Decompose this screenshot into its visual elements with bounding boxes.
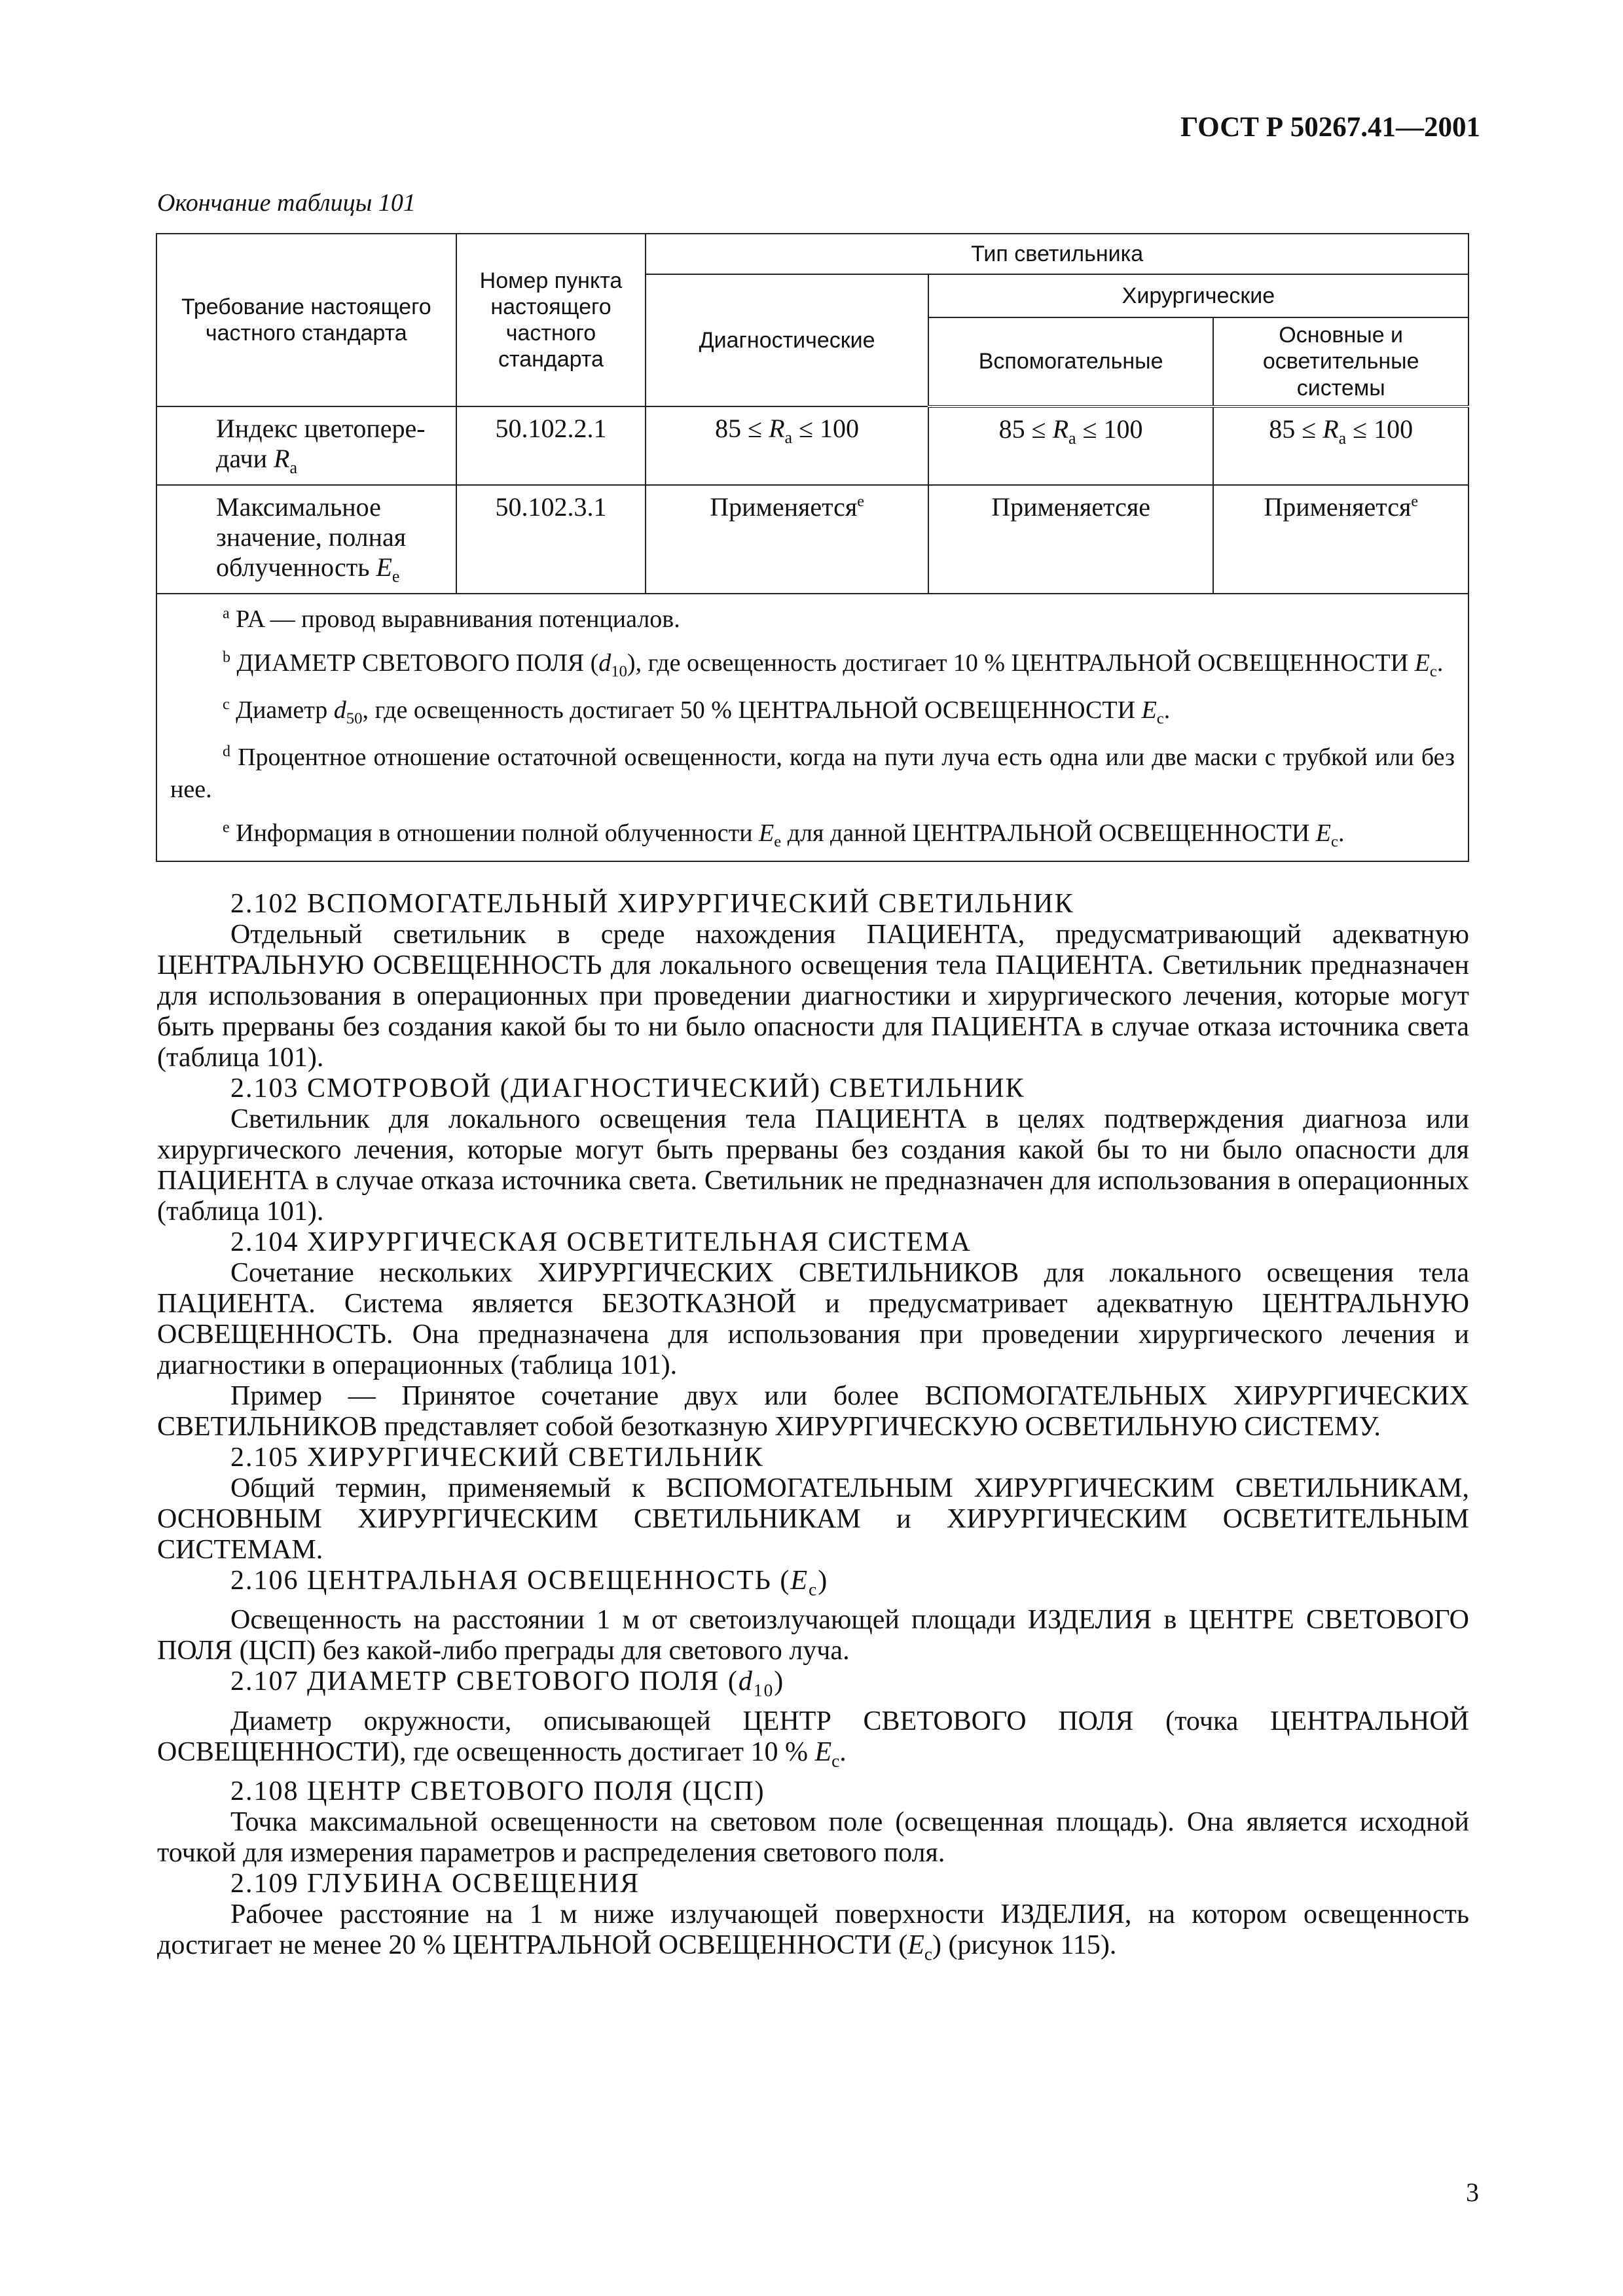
section-title: 2.104 ХИРУРГИЧЕСКАЯ ОСВЕТИТЕЛЬНАЯ СИСТЕМА (230, 1227, 972, 1257)
section-text: Сочетание нескольких ХИРУРГИЧЕСКИХ СВЕТИЛЬНИКОВ для локального освещения тела ПАЦИЕНТА. Система является БЕЗОТКАЗНОЙ и предусматривает адекватную ЦЕНТРАЛЬНУЮ ОСВЕЩЕННОСТЬ. Она предназначена для использования при проведении хирургического лечения и диагностики в операционных (таблица 101). (157, 1258, 1469, 1380)
footnote: $^d$ Процентное отношение остаточной освещенности, когда на пути луча есть одна или две маски с трубкой или без нее. (170, 742, 1455, 803)
footnote: $^b$ ДИАМЕТР СВЕТОВОГО ПОЛЯ $(d_{10})$, где освещенность достигает 10 % ЦЕНТРАЛЬНОЙ ОСВЕЩЕННОСТИ $E_c$. (223, 649, 1444, 681)
section-text: Точка максимальной освещенности на световом поле (освещенная площадь). Она является исходной точкой для измерения параметров и распределения светового поля. (157, 1807, 1469, 1869)
section-text: Светильник для локального освещения тела ПАЦИЕНТА в целях подтверждения диагноза или хирургического лечения, которые могут быть прерваны без создания какой бы то ни было опасности для ПАЦИЕНТА в случае отказа источника света. Светильник не предназначен для использования в операционных (таблица 101). (157, 1104, 1469, 1227)
header-lamp-type: Тип светильника (646, 234, 1468, 274)
table-row (156, 485, 1468, 594)
header-surgical: Хирургические (928, 274, 1468, 317)
footnote: $^a$ PA — провод выравнивания потенциалов. (223, 605, 680, 633)
section-title: 2.109 ГЛУБИНА ОСВЕЩЕНИЯ (230, 1869, 640, 1899)
section-text: Освещенность на расстоянии 1 м от светоизлучающей площади ИЗДЕЛИЯ в ЦЕНТРЕ СВЕТОВОГО ПОЛЯ (ЦСП) без какой-либо преграды для светового луча. (157, 1605, 1469, 1666)
requirements-table (156, 233, 1469, 862)
section-text: Отдельный светильник в среде нахождения ПАЦИЕНТА, предусматривающий адекватную ЦЕНТРАЛЬНУЮ ОСВЕЩЕННОСТЬ для локального освещения тела ПАЦИЕНТА. Светильник предназначен для использования в операционных при проведении диагностики и хирургического лечения, которые могут быть прерваны без создания какой бы то ни было опасности для ПАЦИЕНТА в случае отказа источника света (таблица 101). (157, 920, 1469, 1073)
section-title: 2.108 ЦЕНТР СВЕТОВОГО ПОЛЯ (ЦСП) (230, 1776, 765, 1807)
page-number: 3 (1466, 2178, 1479, 2207)
row-value-diagnostic: $85 \le R_a \le 100$ (646, 406, 928, 485)
section-title: 2.103 СМОТРОВОЙ (ДИАГНОСТИЧЕСКИЙ) СВЕТИЛЬНИК (230, 1073, 1025, 1103)
row-clause: 50.102.3.1 (456, 485, 646, 594)
footnote: $^c$ Диаметр $d_{50}$, где освещенность достигает 50 % ЦЕНТРАЛЬНОЙ ОСВЕЩЕННОСТИ $E_c$. (223, 696, 1171, 728)
table-footnotes (156, 594, 1468, 861)
section-text: Диаметр окружности, описывающей ЦЕНТР СВЕТОВОГО ПОЛЯ (точка ЦЕНТРАЛЬНОЙ ОСВЕЩЕННОСТИ), где освещенность достигает 10 % $E_c$. (157, 1706, 1469, 1771)
footnote: $^e$ Информация в отношении полной облученности $E_e$ для данной ЦЕНТРАЛЬНОЙ ОСВЕЩЕННОСТИ $E_c$. (223, 819, 1345, 851)
section-title: 2.107 ДИАМЕТР СВЕТОВОГО ПОЛЯ $(d_{10})$ (230, 1666, 785, 1700)
row-value-auxiliary: $85 \le R_a \le 100$ (928, 406, 1214, 485)
header-requirement: Требование настоящего частного стандарта (156, 234, 456, 406)
table-row (156, 406, 1468, 485)
header-clause-number: Номер пункта настоящего частного стандарта (456, 234, 646, 406)
table-caption: Окончание таблицы 101 (157, 189, 416, 217)
section-example: Пример — Принятое сочетание двух или более ВСПОМОГАТЕЛЬНЫХ ХИРУРГИЧЕСКИХ СВЕТИЛЬНИКОВ представляет собой безотказную ХИРУРГИЧЕСКУЮ ОСВЕТИЛЬНУЮ СИСТЕМУ. (157, 1381, 1469, 1442)
row-value-main: $85 \le R_a \le 100$ (1213, 406, 1468, 485)
body-text (157, 889, 1469, 1970)
section-title: 2.106 ЦЕНТРАЛЬНАЯ ОСВЕЩЕННОСТЬ $(E_c)$ (230, 1566, 829, 1600)
row-value-auxiliary: Применяетсяе (928, 485, 1214, 594)
row-clause: 50.102.2.1 (456, 406, 646, 485)
header-diagnostic: Диагностические (646, 274, 928, 406)
header-main-systems: Основные и осветительные системы (1213, 317, 1468, 406)
row-value-diagnostic: Применяется$^e$ (646, 485, 928, 594)
document-header: ГОСТ Р 50267.41—2001 (1180, 112, 1480, 143)
section-title: 2.102 ВСПОМОГАТЕЛЬНЫЙ ХИРУРГИЧЕСКИЙ СВЕТИЛЬНИК (230, 889, 1074, 919)
section-text: Общий термин, применяемый к ВСПОМОГАТЕЛЬНЫМ ХИРУРГИЧЕСКИМ СВЕТИЛЬНИКАМ, ОСНОВНЫМ ХИРУРГИЧЕСКИМ СВЕТИЛЬНИКАМ и ХИРУРГИЧЕСКИМ ОСВЕТИТЕЛЬНЫМ СИСТЕМАМ. (157, 1473, 1469, 1565)
section-text: Рабочее расстояние на 1 м ниже излучающей поверхности ИЗДЕЛИЯ, на котором освещенность достигает не менее 20 % ЦЕНТРАЛЬНОЙ ОСВЕЩЕННОСТИ $(E_c)$ (рисунок 115). (157, 1899, 1469, 1964)
row-value-main: Применяется$^e$ (1213, 485, 1468, 594)
header-auxiliary: Вспомогательные (928, 317, 1214, 406)
row-requirement: Максимальное значение, полная облученность $E_e$ (156, 485, 456, 594)
row-requirement: Индекс цветопередачи $R_a$ (156, 406, 456, 485)
section-title: 2.105 ХИРУРГИЧЕСКИЙ СВЕТИЛЬНИК (230, 1443, 764, 1473)
